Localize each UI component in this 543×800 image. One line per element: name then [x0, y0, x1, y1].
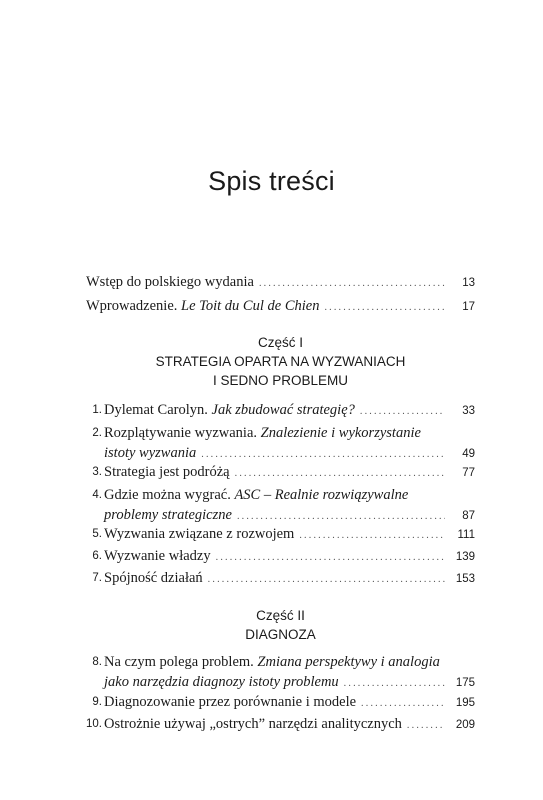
- part-1-title-line-2: I SEDNO PROBLEMU: [212, 373, 349, 388]
- page-number: 175: [455, 677, 475, 689]
- chapter-number: 5.: [92, 528, 102, 540]
- toc-entry-chapter-7[interactable]: [86, 568, 475, 590]
- chapter-number: 10.: [86, 718, 102, 730]
- entry-title: Na czym polega problem. Zmiana perspektywy i analogia: [104, 654, 440, 670]
- toc-entry-foreword[interactable]: [86, 272, 475, 294]
- entry-title-continued: jako narzędzia diagnozy istoty problemu: [104, 674, 339, 690]
- entry-title: Diagnozowanie przez porównanie i modele: [104, 694, 357, 710]
- chapter-number: 2.: [92, 427, 102, 439]
- page-number: 195: [455, 697, 475, 709]
- page-number: 49: [462, 448, 475, 460]
- dot-leader: [344, 674, 445, 694]
- part-1-title-line-1: STRATEGIA OPARTA NA WYZWANIACH: [155, 354, 406, 369]
- entry-title-continued: istoty wyzwania: [104, 445, 197, 461]
- part-1-heading: [86, 333, 475, 390]
- page-number: 13: [462, 277, 475, 289]
- entry-title: Gdzie można wygrać. ASC – Realnie rozwiązywalne: [104, 487, 409, 503]
- entry-title: Wyzwania związane z rozwojem: [104, 526, 295, 542]
- dot-leader: [361, 694, 445, 714]
- page-number: 111: [457, 529, 475, 541]
- toc-entry-chapter-5[interactable]: [86, 524, 475, 546]
- part-2-label: Część II: [256, 608, 305, 623]
- toc-entry-chapter-9[interactable]: [86, 692, 475, 714]
- page-number: 153: [455, 573, 475, 585]
- chapter-number: 3.: [92, 466, 102, 478]
- toc-entry-chapter-8[interactable]: [86, 652, 475, 694]
- part-2-heading: [86, 606, 475, 644]
- page-number: 139: [455, 551, 475, 563]
- toc-entry-chapter-6[interactable]: [86, 546, 475, 568]
- entry-subtitle: Le Toit du Cul de Chien: [181, 298, 320, 314]
- part-2-title-line-1: DIAGNOZA: [245, 627, 316, 642]
- page-number: 77: [462, 467, 475, 479]
- dot-leader: [407, 716, 445, 736]
- dot-leader: [259, 274, 445, 294]
- page-number: 209: [455, 719, 475, 731]
- dot-leader: [235, 464, 445, 484]
- chapter-number: 8.: [92, 656, 102, 668]
- entry-title: Spójność działań: [104, 570, 203, 586]
- dot-leader: [360, 402, 445, 422]
- page-title: Spis treści: [208, 166, 335, 196]
- page-number: 33: [462, 405, 475, 417]
- entry-title: Rozplątywanie wyzwania. Znalezienie i wykorzystanie: [104, 425, 421, 441]
- toc-entry-chapter-2[interactable]: [86, 423, 475, 465]
- dot-leader: [216, 548, 445, 568]
- chapter-number: 1.: [92, 404, 102, 416]
- dot-leader: [299, 526, 445, 546]
- entry-title: Wprowadzenie. Le Toit du Cul de Chien: [86, 298, 320, 314]
- entry-title-continued: problemy strategiczne: [104, 507, 232, 523]
- part-1-label: Część I: [257, 335, 303, 350]
- entry-title: Ostrożnie używaj „ostrych” narzędzi analitycznych: [104, 716, 402, 732]
- entry-title: Dylemat Carolyn. Jak zbudować strategię?: [104, 402, 355, 418]
- entry-title: Strategia jest podróżą: [104, 464, 230, 480]
- chapter-number: 9.: [92, 696, 102, 708]
- toc-entry-chapter-4[interactable]: [86, 485, 475, 527]
- chapter-number: 6.: [92, 550, 102, 562]
- chapter-number: 4.: [92, 489, 102, 501]
- toc-entry-chapter-1[interactable]: [86, 400, 475, 422]
- dot-leader: [324, 298, 445, 318]
- dot-leader: [208, 570, 445, 590]
- entry-title: Wyzwanie władzy: [104, 548, 211, 564]
- chapter-number: 7.: [92, 572, 102, 584]
- page-number: 17: [462, 301, 475, 313]
- entry-title: Wstęp do polskiego wydania: [86, 274, 254, 290]
- page-number: 87: [462, 510, 475, 522]
- toc-entry-introduction[interactable]: [86, 296, 475, 318]
- toc-entry-chapter-10[interactable]: [86, 714, 475, 736]
- toc-entry-chapter-3[interactable]: [86, 462, 475, 484]
